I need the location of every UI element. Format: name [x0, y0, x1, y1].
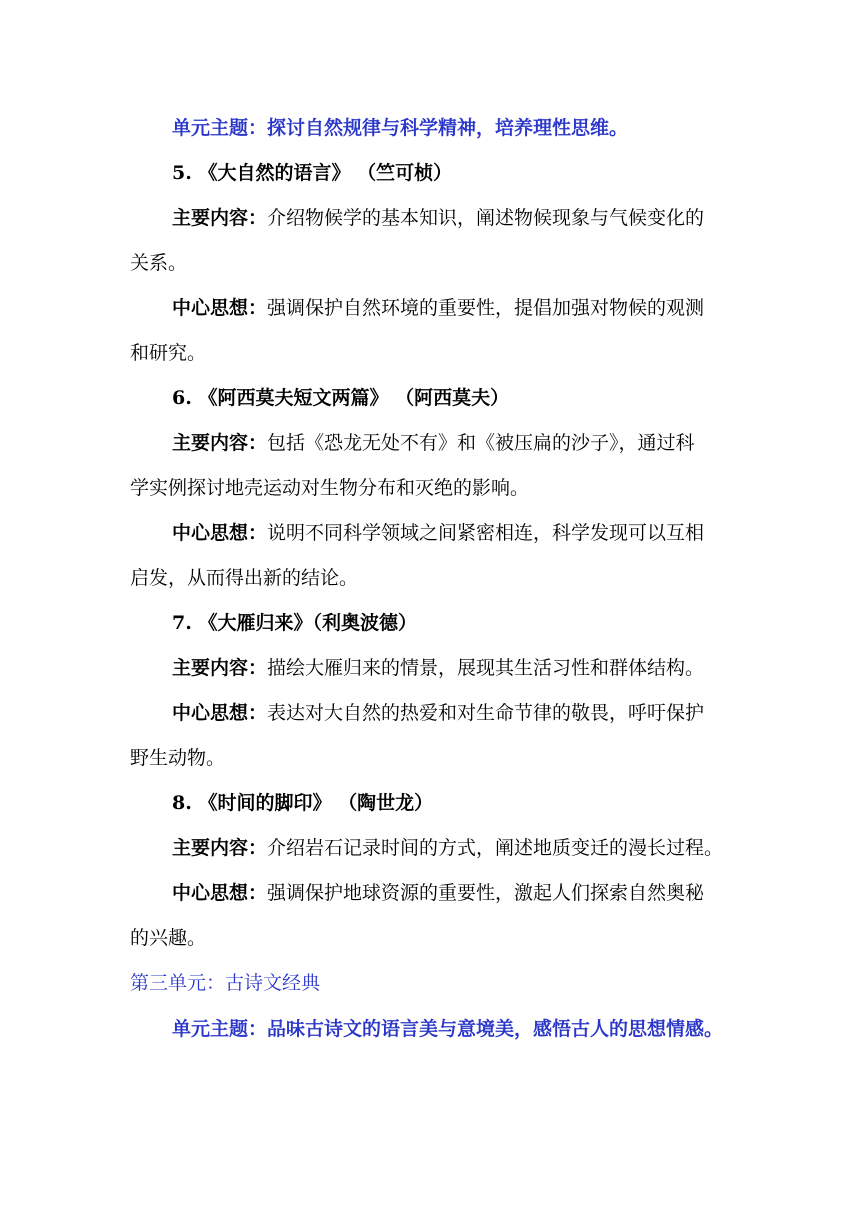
central-idea-paragraph [172, 295, 704, 321]
central-idea-label: 中心思想： [172, 702, 268, 724]
main-content-text: 介绍物候学的基本知识，阐述物候现象与气候变化的 [267, 207, 705, 229]
main-content-text-continued: 关系。 [130, 252, 188, 274]
central-idea-paragraph [172, 700, 704, 726]
main-content-paragraph [172, 430, 695, 456]
main-content-paragraph [172, 205, 704, 231]
central-idea-paragraph [172, 880, 704, 906]
unit-title: 第三单元：古诗文经典 [130, 972, 321, 994]
main-content-text: 介绍岩石记录时间的方式，阐述地质变迁的漫长过程。 [267, 837, 724, 859]
lesson-heading: 6. 《阿西莫夫短文两篇》 （阿西莫夫） [172, 387, 510, 409]
central-idea-label: 中心思想： [172, 882, 268, 904]
central-idea-text: 强调保护地球资源的重要性，激起人们探索自然奥秘 [267, 882, 705, 904]
main-content-label: 主要内容： [172, 207, 268, 229]
main-content-label: 主要内容： [172, 657, 268, 679]
lesson-heading: 5. 《大自然的语言》 （竺可桢） [172, 162, 453, 184]
central-idea-label: 中心思想： [172, 297, 268, 319]
main-content-text: 包括《恐龙无处不有》和《被压扁的沙子》，通过科 [267, 432, 695, 454]
main-content-label: 主要内容： [172, 432, 268, 454]
central-idea-text: 表达对大自然的热爱和对生命节律的敬畏，呼吁保护 [267, 702, 705, 724]
central-idea-paragraph [172, 520, 704, 546]
main-content-text-continued: 学实例探讨地壳运动对生物分布和灭绝的影响。 [130, 477, 530, 499]
central-idea-text-continued: 的兴趣。 [130, 927, 207, 949]
lesson-heading: 8. 《时间的脚印》 （陶世龙） [172, 792, 434, 814]
central-idea-text-continued: 野生动物。 [130, 747, 226, 769]
main-content-label: 主要内容： [172, 837, 268, 859]
main-content-paragraph [172, 655, 704, 681]
unit-theme: 单元主题：探讨自然规律与科学精神，培养理性思维。 [172, 117, 629, 139]
central-idea-text: 强调保护自然环境的重要性，提倡加强对物候的观测 [267, 297, 705, 319]
central-idea-label: 中心思想： [172, 522, 268, 544]
central-idea-text: 说明不同科学领域之间紧密相连，科学发现可以互相 [267, 522, 705, 544]
main-content-paragraph [172, 835, 723, 861]
central-idea-text-continued: 启发，从而得出新的结论。 [130, 567, 359, 589]
main-content-text: 描绘大雁归来的情景，展现其生活习性和群体结构。 [267, 657, 705, 679]
unit-theme: 单元主题：品味古诗文的语言美与意境美，感悟古人的思想情感。 [172, 1018, 724, 1040]
central-idea-text-continued: 和研究。 [130, 342, 207, 364]
lesson-heading: 7. 《大雁归来》（利奥波德） [172, 612, 417, 634]
